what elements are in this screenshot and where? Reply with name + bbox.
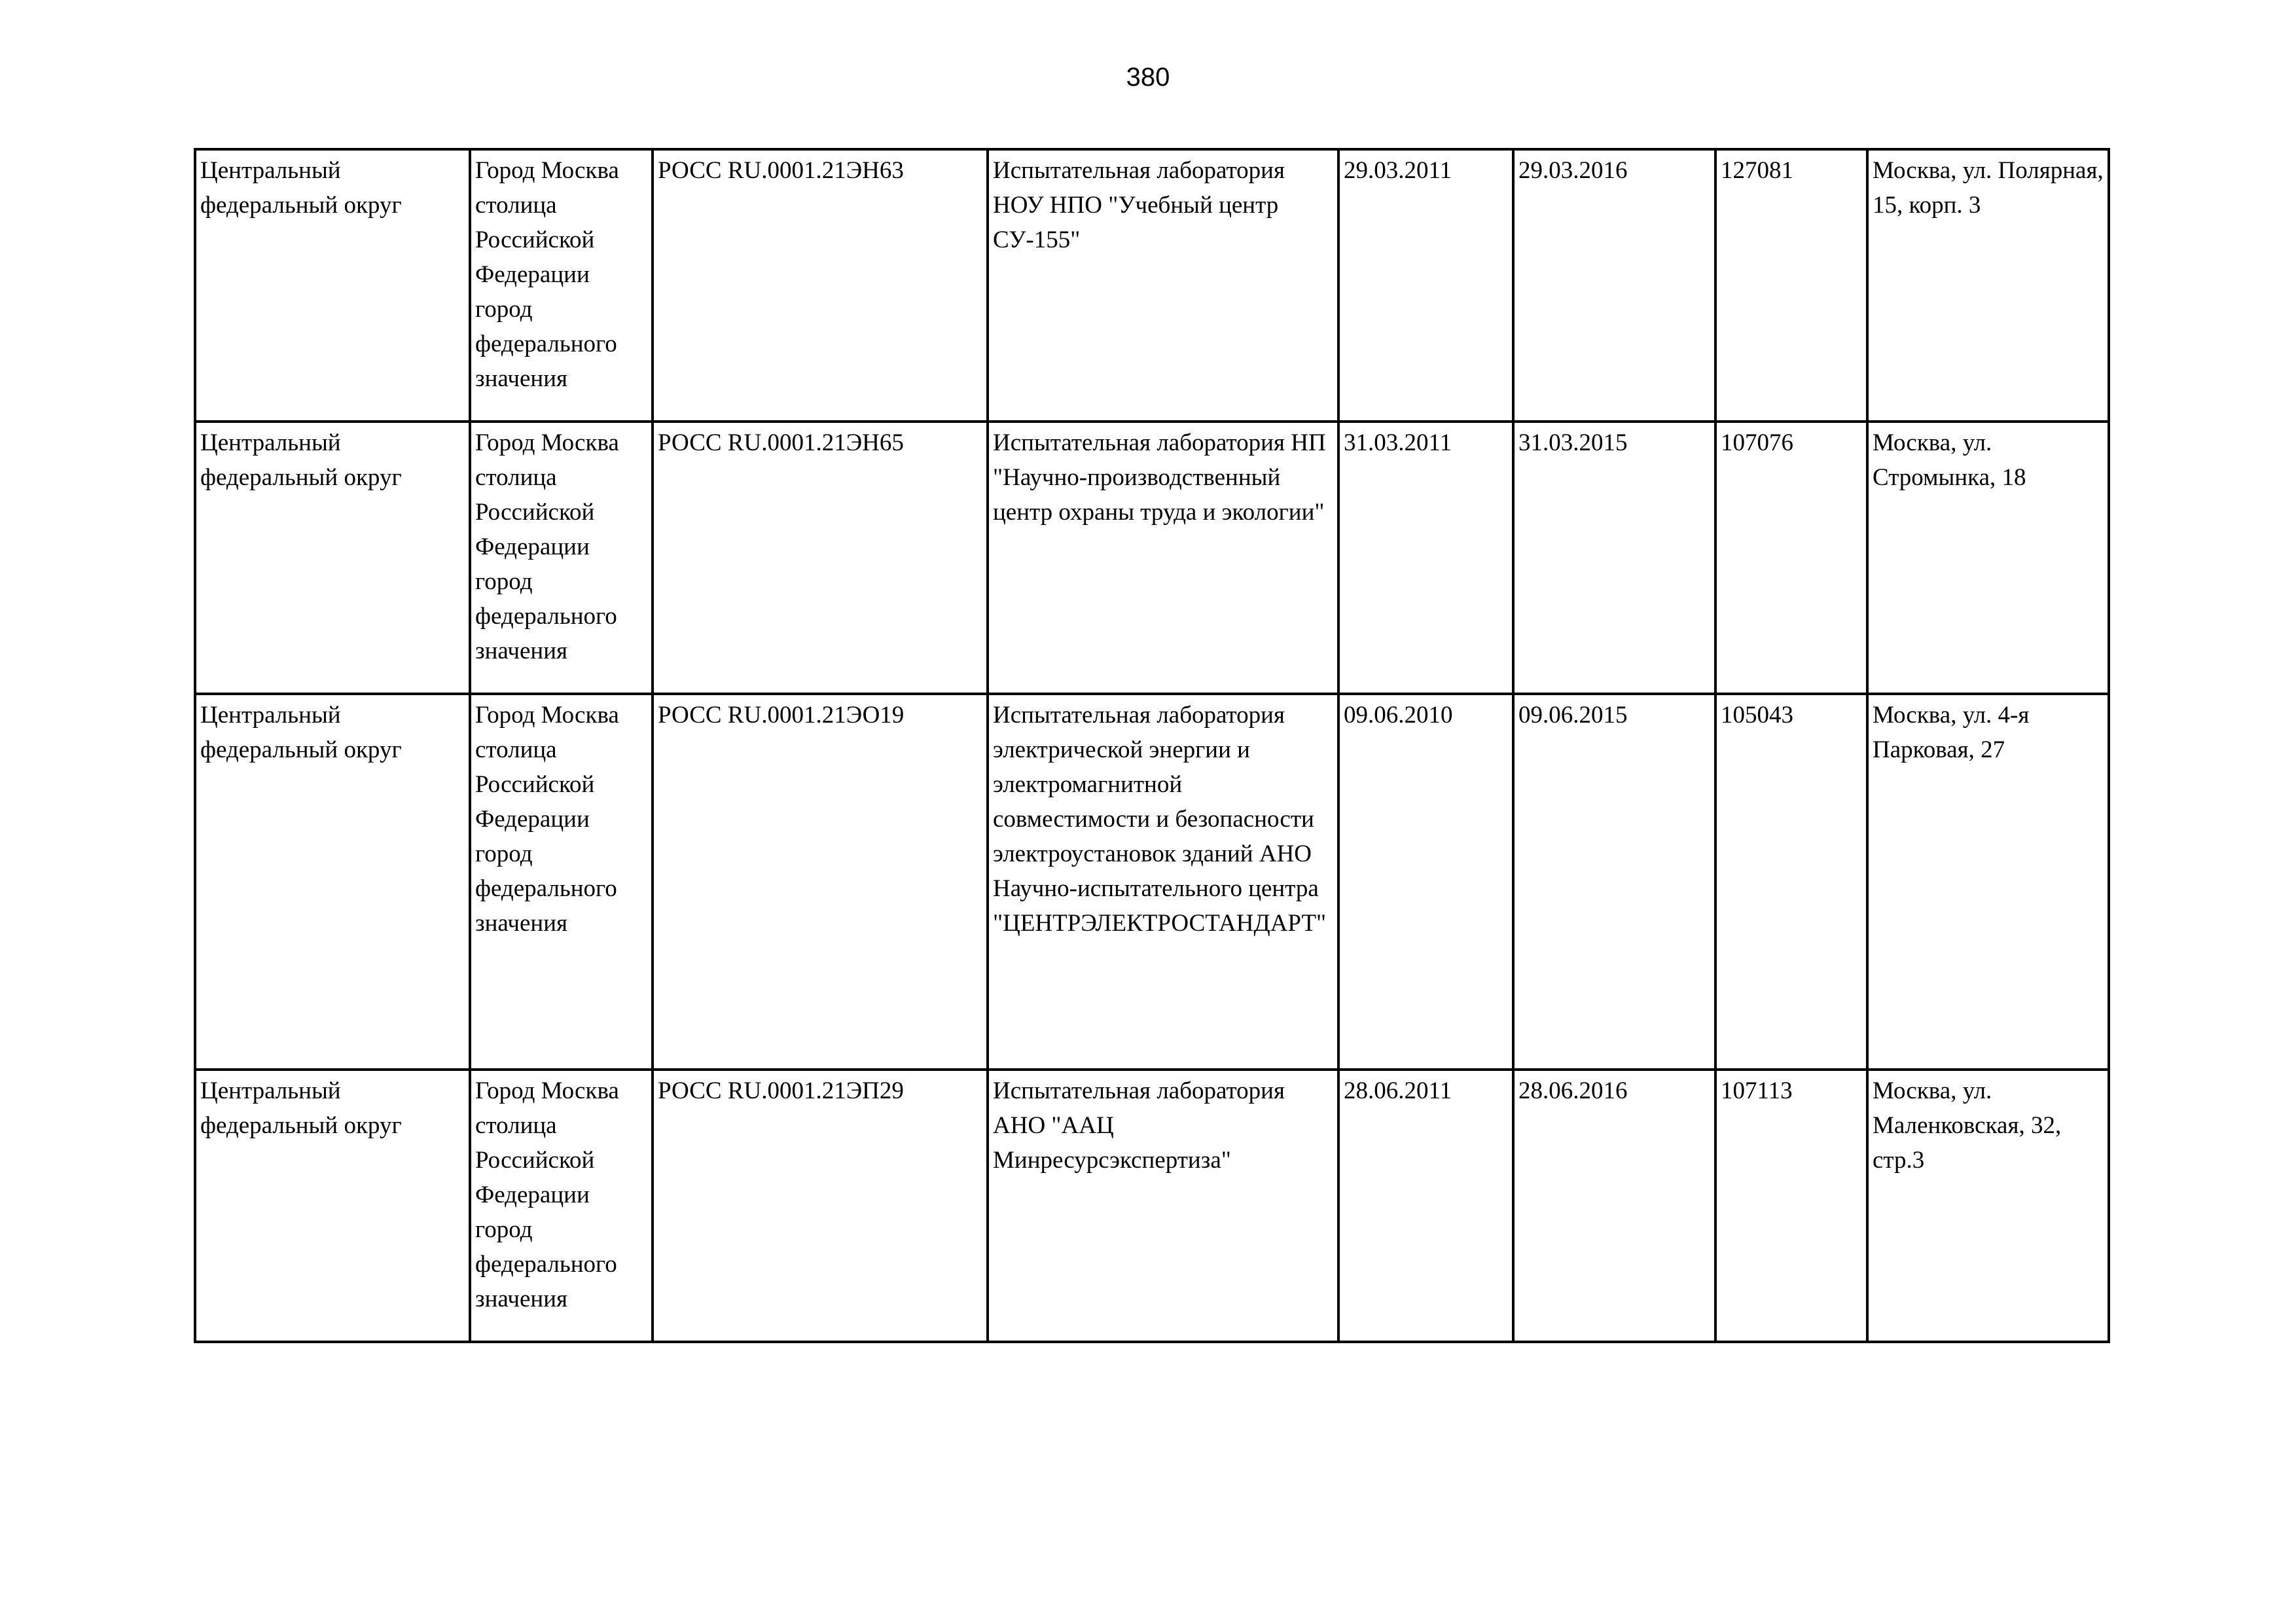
organization-cell: Испытательная лаборатория электрической энергии и электромагнитной совместимости и безопасности электроустановок зданий АНО Научно-испытательного центра "ЦЕНТРЭЛЕКТРОСТАНДАРТ" (988, 694, 1338, 1070)
date-valid-cell: 28.06.2016 (1513, 1070, 1715, 1342)
address-cell: Москва, ул. Стромынка, 18 (1867, 422, 2109, 694)
reg-number-cell: РОСС RU.0001.21ЭН65 (653, 422, 988, 694)
region-cell: Город Москва столица Российской Федерации город федерального значения (470, 149, 653, 422)
table-row (195, 149, 2109, 422)
date-issued-cell: 29.03.2011 (1338, 149, 1513, 422)
table-row (195, 422, 2109, 694)
reg-number-cell: РОСС RU.0001.21ЭП29 (653, 1070, 988, 1342)
district-cell: Центральный федеральный округ (195, 694, 470, 1070)
date-issued-cell: 31.03.2011 (1338, 422, 1513, 694)
district-cell: Центральный федеральный округ (195, 1070, 470, 1342)
date-valid-cell: 31.03.2015 (1513, 422, 1715, 694)
address-cell: Москва, ул. Маленковская, 32, стр.3 (1867, 1070, 2109, 1342)
organization-cell: Испытательная лаборатория НОУ НПО "Учебный центр СУ-155" (988, 149, 1338, 422)
date-valid-cell: 29.03.2016 (1513, 149, 1715, 422)
postal-code-cell: 127081 (1715, 149, 1867, 422)
postal-code-cell: 107113 (1715, 1070, 1867, 1342)
reg-number-cell: РОСС RU.0001.21ЭН63 (653, 149, 988, 422)
address-cell: Москва, ул. Полярная, 15, корп. 3 (1867, 149, 2109, 422)
region-cell: Город Москва столица Российской Федерации город федерального значения (470, 1070, 653, 1342)
postal-code-cell: 107076 (1715, 422, 1867, 694)
date-issued-cell: 09.06.2010 (1338, 694, 1513, 1070)
organization-cell: Испытательная лаборатория НП "Научно-производственный центр охраны труда и экологии" (988, 422, 1338, 694)
postal-code-cell: 105043 (1715, 694, 1867, 1070)
region-cell: Город Москва столица Российской Федерации город федерального значения (470, 422, 653, 694)
table-row (195, 694, 2109, 1070)
district-cell: Центральный федеральный округ (195, 422, 470, 694)
date-valid-cell: 09.06.2015 (1513, 694, 1715, 1070)
district-cell: Центральный федеральный округ (195, 149, 470, 422)
reg-number-cell: РОСС RU.0001.21ЭО19 (653, 694, 988, 1070)
page-number: 380 (1126, 63, 1170, 92)
region-cell: Город Москва столица Российской Федерации город федерального значения (470, 694, 653, 1070)
date-issued-cell: 28.06.2011 (1338, 1070, 1513, 1342)
organization-cell: Испытательная лаборатория АНО "ААЦ Минресурсэкспертиза" (988, 1070, 1338, 1342)
address-cell: Москва, ул. 4-я Парковая, 27 (1867, 694, 2109, 1070)
registry-table (194, 148, 2110, 1343)
table-row (195, 1070, 2109, 1342)
